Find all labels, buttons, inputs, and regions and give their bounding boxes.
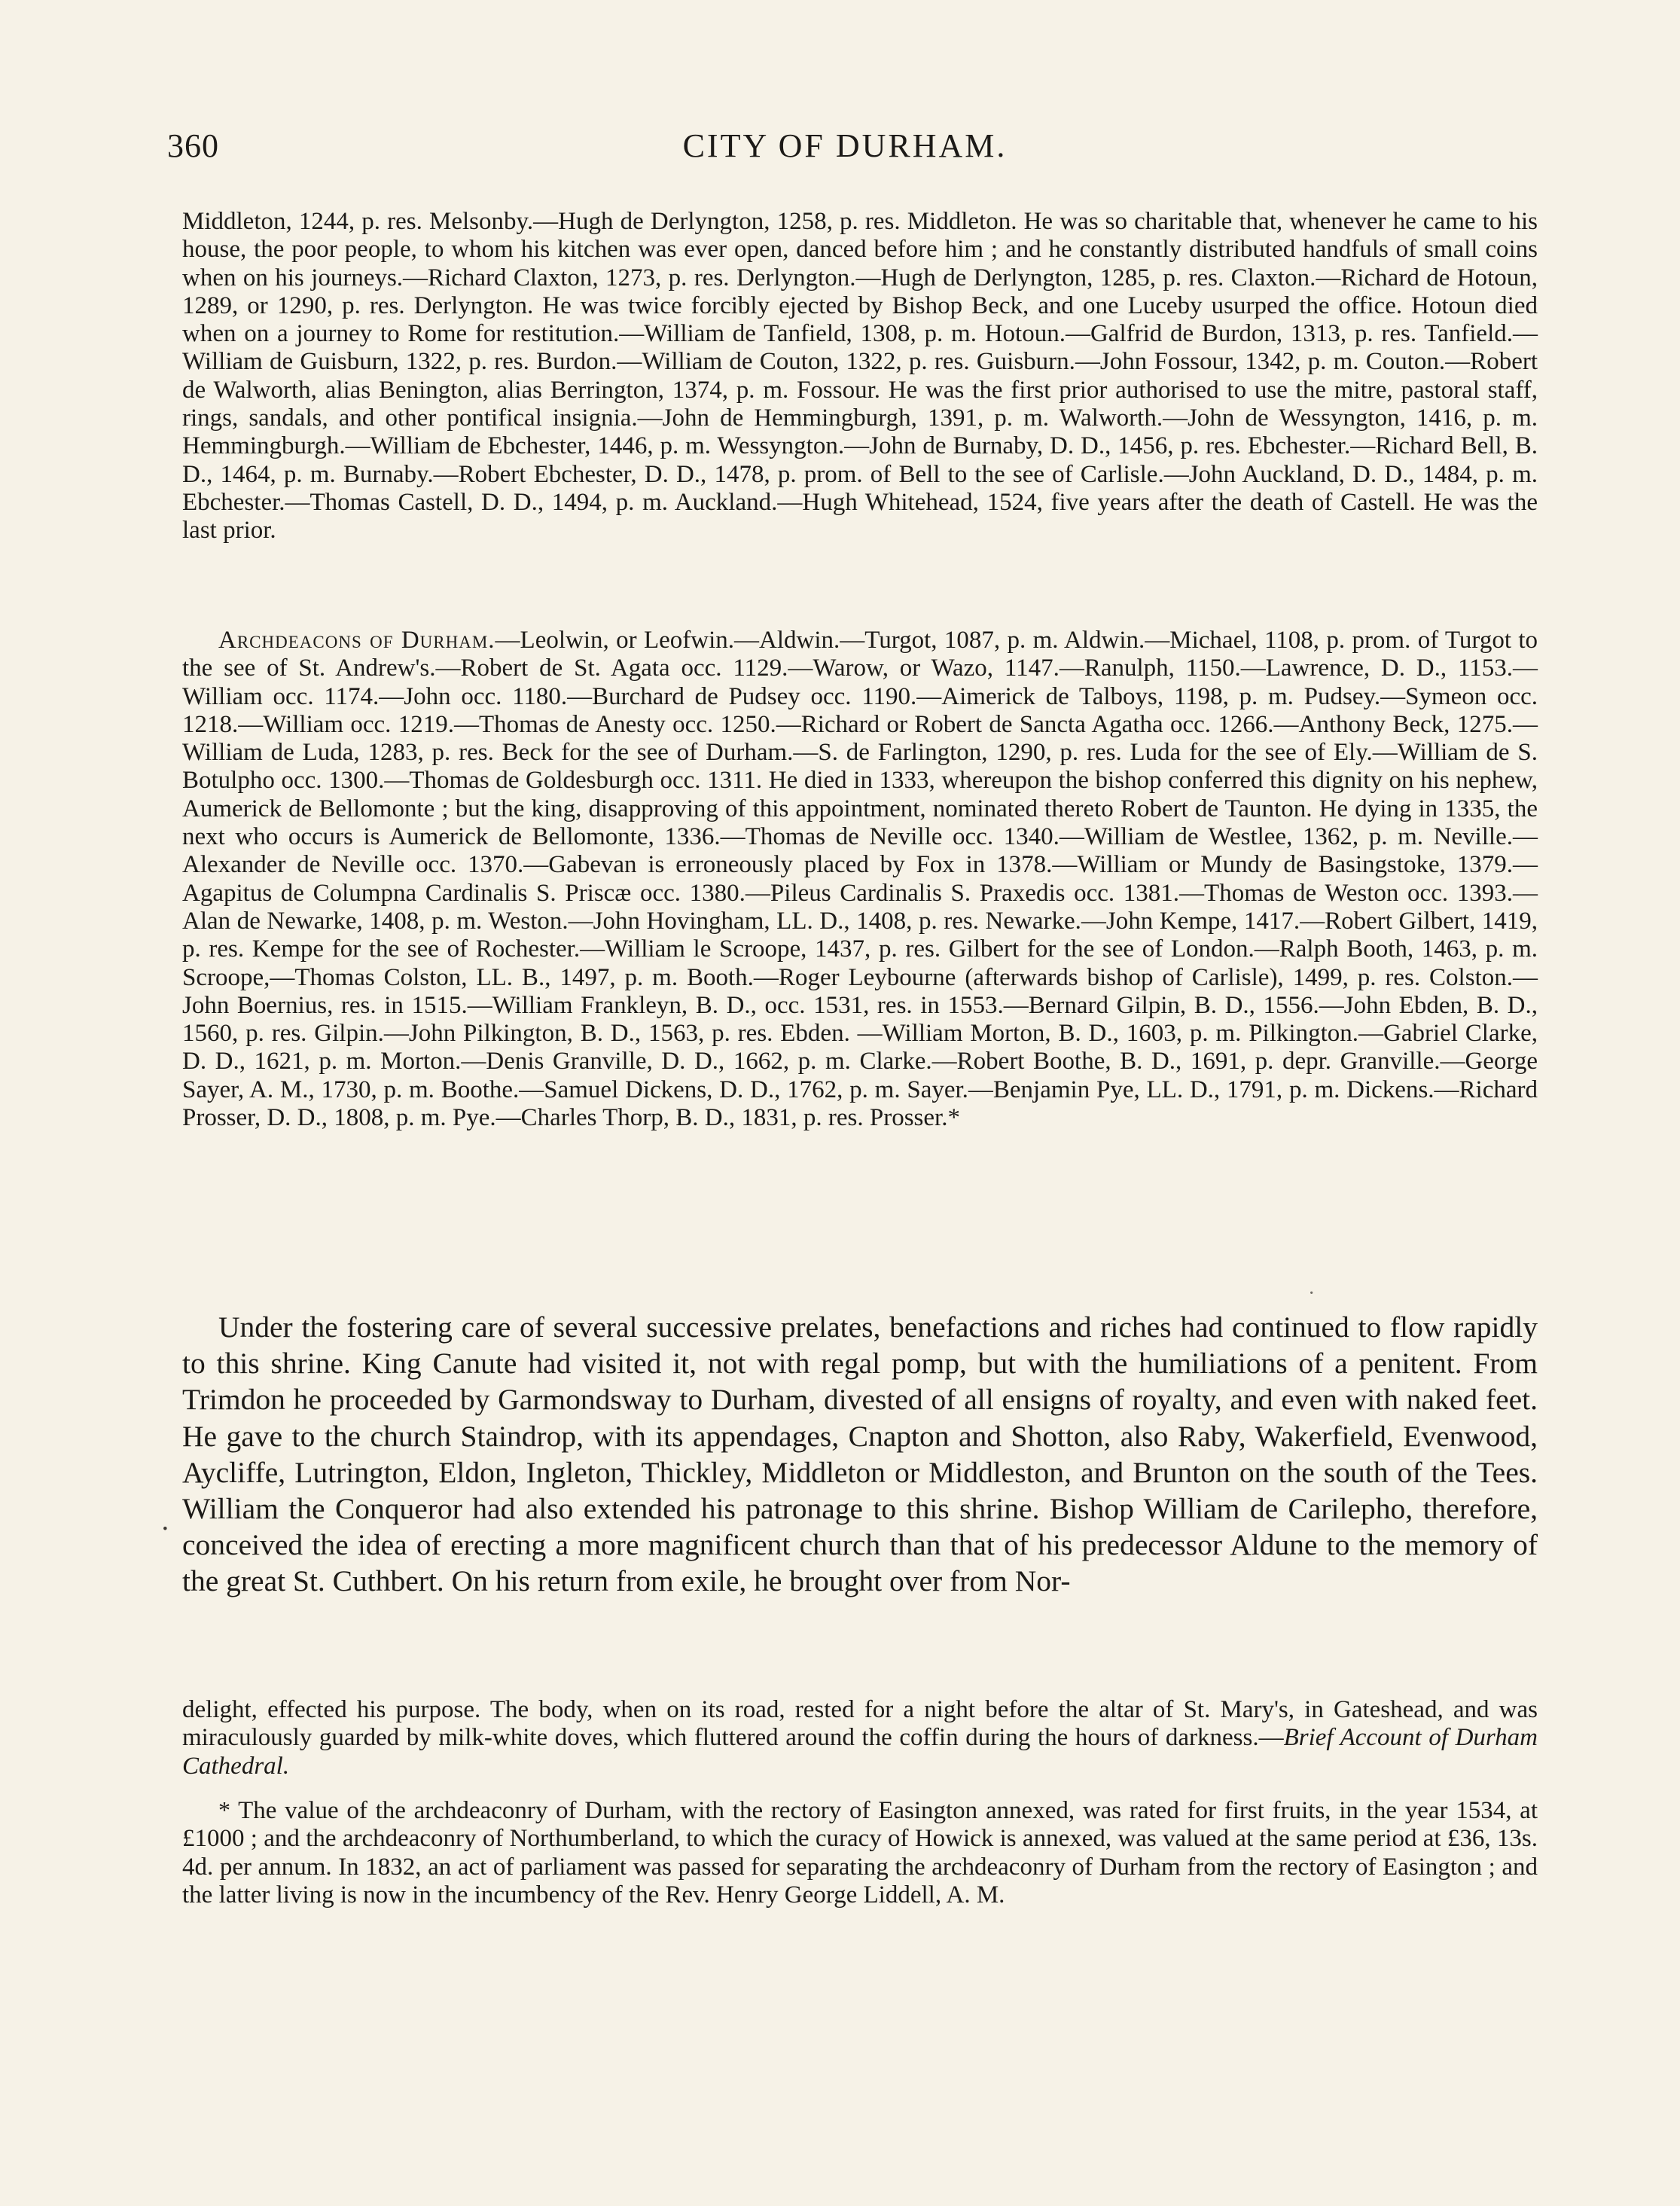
margin-dot: ·: [160, 1513, 170, 1545]
archdeacons-list-paragraph: [182, 627, 1538, 1132]
archdeacons-list-text: —Leolwin, or Leofwin.—Aldwin.—Turgot, 1087, p. m. Aldwin.—Michael, 1108, p. prom. of Turgot to the see of St. Andrew's.—Robert de St. Agata occ. 1129.—Warow, or Wazo, 1147.—Ranulph, 1150.—Lawrence, D. D., 1153.—William occ. 1174.—John occ. 1180.—Burchard de Pudsey occ. 1190.—Aimerick de Talboys, 1198, p. m. Pudsey.—Symeon occ. 1218.—William occ. 1219.—Thomas de Anesty occ. 1250.—Richard or Robert de Sancta Agatha occ. 1266.—Anthony Beck, 1275.—William de Luda, 1283, p. res. Beck for the see of Durham.—S. de Farlington, 1290, p. res. Luda for the see of Ely.—William de S. Botulpho occ. 1300.—Thomas de Goldesburgh occ. 1311. He died in 1333, whereupon the bishop conferred this dignity on his nephew, Aumerick de Bellomonte ; but the king, disapproving of this appointment, nominated thereto Robert de Taunton. He dying in 1335, the next who occurs is Aumerick de Bellomonte, 1336.—Thomas de Neville occ. 1340.—William de Westlee, 1362, p. m. Neville.—Alexander de Neville occ. 1370.—Gabevan is erroneously placed by Fox in 1378.—William or Mundy de Basingstoke, 1379.—Agapitus de Columpna Cardinalis S. Priscæ occ. 1380.—Pileus Cardinalis S. Praxedis occ. 1381.—Thomas de Weston occ. 1393.—Alan de Newarke, 1408, p. m. Weston.—John Hovingham, LL. D., 1408, p. res. Newarke.—John Kempe, 1417.—Robert Gilbert, 1419, p. res. Kempe for the see of Rochester.—William le Scroope, 1437, p. res. Gilbert for the see of London.—Ralph Booth, 1463, p. m. Scroope,—Thomas Colston, LL. B., 1497, p. m. Booth.—Roger Leybourne (afterwards bishop of Carlisle), 1499, p. res. Colston.—John Boernius, res. in 1515.—William Frankleyn, B. D., occ. 1531, res. in 1553.—Bernard Gilpin, B. D., 1556.—John Ebden, B. D., 1560, p. res. Gilpin.—John Pilkington, B. D., 1563, p. res. Ebden. —William Morton, B. D., 1603, p. m. Pilkington.—Gabriel Clarke, D. D., 1621, p. m. Morton.—Denis Granville, D. D., 1662, p. m. Clarke.—Robert Boothe, B. D., 1691, p. depr. Granville.—George Sayer, A. M., 1730, p. m. Boothe.—Samuel Dickens, D. D., 1762, p. m. Sayer.—Benjamin Pye, LL. D., 1791, p. m. Dickens.—Richard Prosser, D. D., 1808, p. m. Pye.—Charles Thorp, B. D., 1831, p. res. Prosser.*: [182, 627, 1538, 1132]
stray-mark: ·: [1308, 1282, 1316, 1305]
main-text-paragraph: [182, 1309, 1538, 1600]
running-head: CITY OF DURHAM.: [682, 127, 1008, 164]
continuation-citation: Brief Account of Durham Cathedral.: [182, 1724, 1538, 1780]
priors-list-paragraph: [182, 208, 1538, 545]
main-paragraph-text: Under the fostering care of several successive prelates, benefactions and riches had continued to flow rapidly to this shrine. King Canute had visited it, not with regal pomp, but with the humiliations of a penitent. From Trimdon he proceeded by Garmondsway to Durham, divested of all ensigns of royalty, and even with naked feet. He gave to the church Staindrop, with its appendages, Cnapton and Shotton, also Raby, Wakerfield, Evenwood, Aycliffe, Lutrington, Eldon, Ingleton, Thickley, Middleton or Middleston, and Brunton on the south of the Tees. William the Conqueror had also extended his patronage to this shrine. Bishop William de Carilepho, therefore, conceived the idea of erecting a more magnificent church than that of his predecessor Aldune to the memory of the great St. Cuthbert. On his return from exile, he brought over from Nor-: [182, 1310, 1538, 1598]
page-number: 360: [167, 127, 219, 164]
priors-list-text: Middleton, 1244, p. res. Melsonby.—Hugh de Derlyngton, 1258, p. res. Middleton. He was so charitable that, whenever he came to his house, the poor people, to whom his kitchen was ever open, danced before him ; and he constantly distributed handfuls of small coins when on his journeys.—Richard Claxton, 1273, p. res. Derlyngton.—Hugh de Derlyngton, 1285, p. res. Claxton.—Richard de Hotoun, 1289, or 1290, p. res. Derlyngton. He was twice forcibly ejected by Bishop Beck, and one Luceby usurped the office. Hotoun died when on a journey to Rome for restitution.—William de Tanfield, 1308, p. m. Hotoun.—Galfrid de Burdon, 1313, p. res. Tanfield.—William de Guisburn, 1322, p. res. Burdon.—William de Couton, 1322, p. res. Guisburn.—John Fossour, 1342, p. m. Couton.—Robert de Walworth, alias Benington, alias Berrington, 1374, p. m. Fossour. He was the first prior authorised to use the mitre, pastoral staff, rings, sandals, and other pontifical insignia.—John de Hemmingburgh, 1391, p. m. Walworth.—John de Wessyngton, 1416, p. m. Hemmingburgh.—William de Ebchester, 1446, p. m. Wessyngton.—John de Burnaby, D. D., 1456, p. res. Ebchester.—Richard Bell, B. D., 1464, p. m. Burnaby.—Robert Ebchester, D. D., 1478, p. prom. of Bell to the see of Carlisle.—John Auckland, D. D., 1484, p. m. Ebchester.—Thomas Castell, D. D., 1494, p. m. Auckland.—Hugh Whitehead, 1524, five years after the death of Castell. He was the last prior.: [182, 208, 1538, 545]
archdeacons-heading: Archdeacons of Durham.: [218, 627, 495, 654]
footnote: [182, 1796, 1538, 1909]
page-header: [167, 127, 1523, 172]
footnote-text: The value of the archdeaconry of Durham, with the rectory of Easington annexed, was rated for first fruits, in the year 1534, at £1000 ; and the archdeaconry of Northumberland, to which the curacy of Howick is annexed, was valued at the same period at £36, 13s. 4d. per annum. In 1832, an act of parliament was passed for separating the archdeaconry of Durham from the rectory of Easington ; and the latter living is now in the incumbency of the Rev. Henry George Liddell, A. M.: [182, 1797, 1538, 1909]
footnote-marker: *: [218, 1796, 230, 1823]
continuation-note-text: delight, effected his purpose. The body, when on its road, rested for a night before the altar of St. Mary's, in Gateshead, and was miraculously guarded by milk-white doves, which fluttered around the coffin during the hours of darkness.—: [182, 1696, 1538, 1752]
continuation-note: [182, 1696, 1538, 1780]
